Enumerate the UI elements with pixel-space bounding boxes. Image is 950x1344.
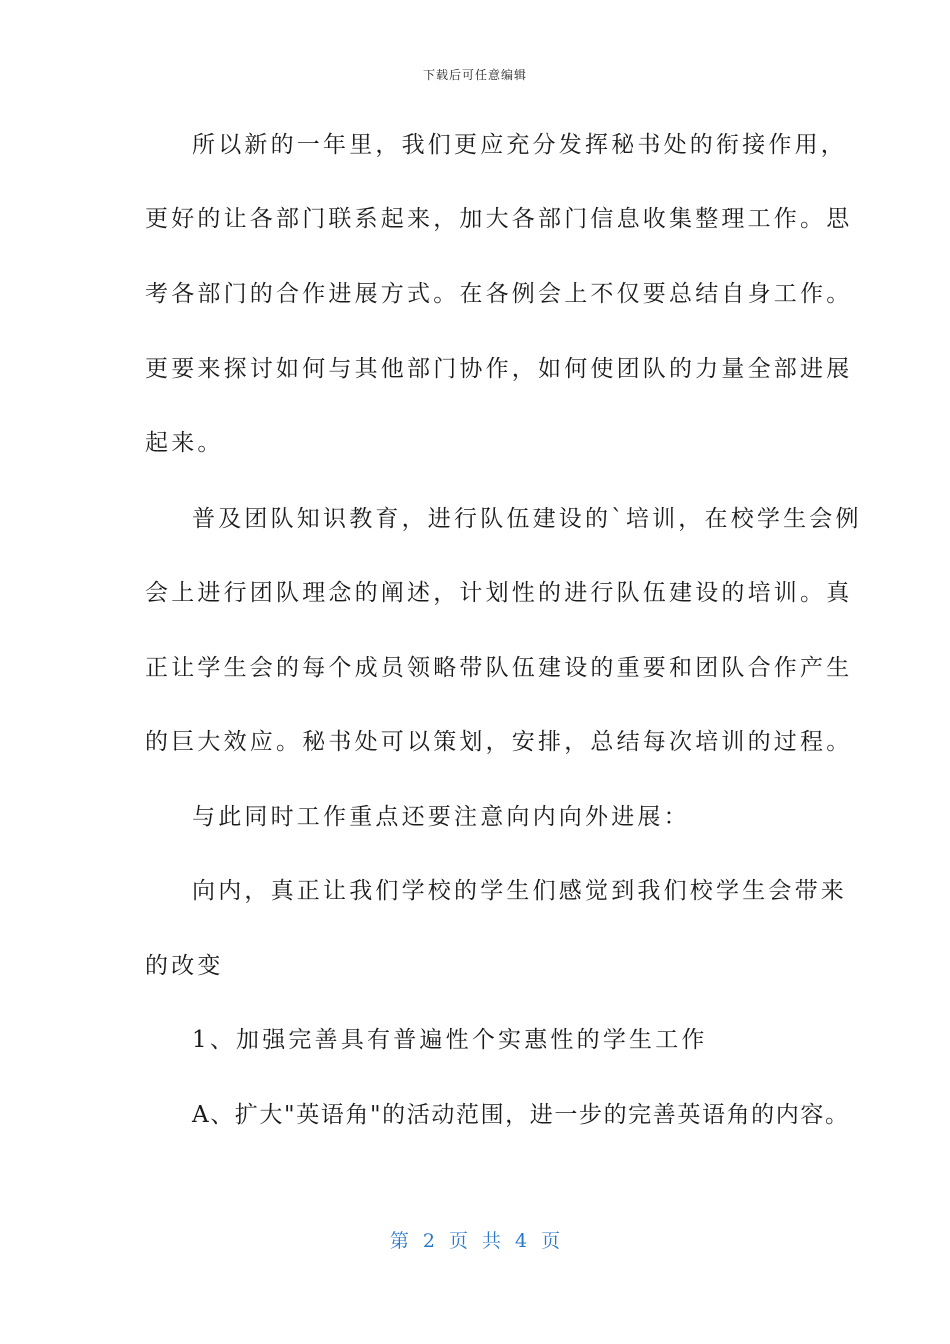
- body-line-14: A、扩大"英语角"的活动范围，进一步的完善英语角的内容。: [192, 1102, 850, 1128]
- body-line-11: 向内，真正让我们学校的学生们感觉到我们校学生会带来: [192, 878, 847, 904]
- page-footer: 第 2 页 共 4 页: [389, 1230, 561, 1252]
- body-line-4: 更要来探讨如何与其他部门协作，如何使团队的力量全部进展: [145, 356, 853, 382]
- body-line-6: 普及团队知识教育，进行队伍建设的`培训，在校学生会例: [192, 506, 862, 532]
- body-line-12: 的改变: [145, 953, 224, 979]
- body-line-9: 的巨大效应。秘书处可以策划，安排，总结每次培训的过程。: [145, 729, 853, 755]
- body-line-2: 更好的让各部门联系起来，加大各部门信息收集整理工作。思: [145, 206, 853, 232]
- body-line-7: 会上进行团队理念的阐述，计划性的进行队伍建设的培训。真: [145, 580, 853, 606]
- body-line-1: 所以新的一年里，我们更应充分发挥秘书处的衔接作用，: [192, 132, 847, 158]
- body-line-8: 正让学生会的每个成员领略带队伍建设的重要和团队合作产生: [145, 655, 853, 681]
- body-line-3: 考各部门的合作进展方式。在各例会上不仅要总结自身工作。: [145, 281, 853, 307]
- body-line-13: 1、加强完善具有普遍性个实惠性的学生工作: [192, 1027, 708, 1053]
- body-line-10: 与此同时工作重点还要注意向内向外进展：: [192, 804, 690, 830]
- body-line-5: 起来。: [145, 430, 224, 456]
- page-header: 下载后可任意编辑: [422, 68, 527, 82]
